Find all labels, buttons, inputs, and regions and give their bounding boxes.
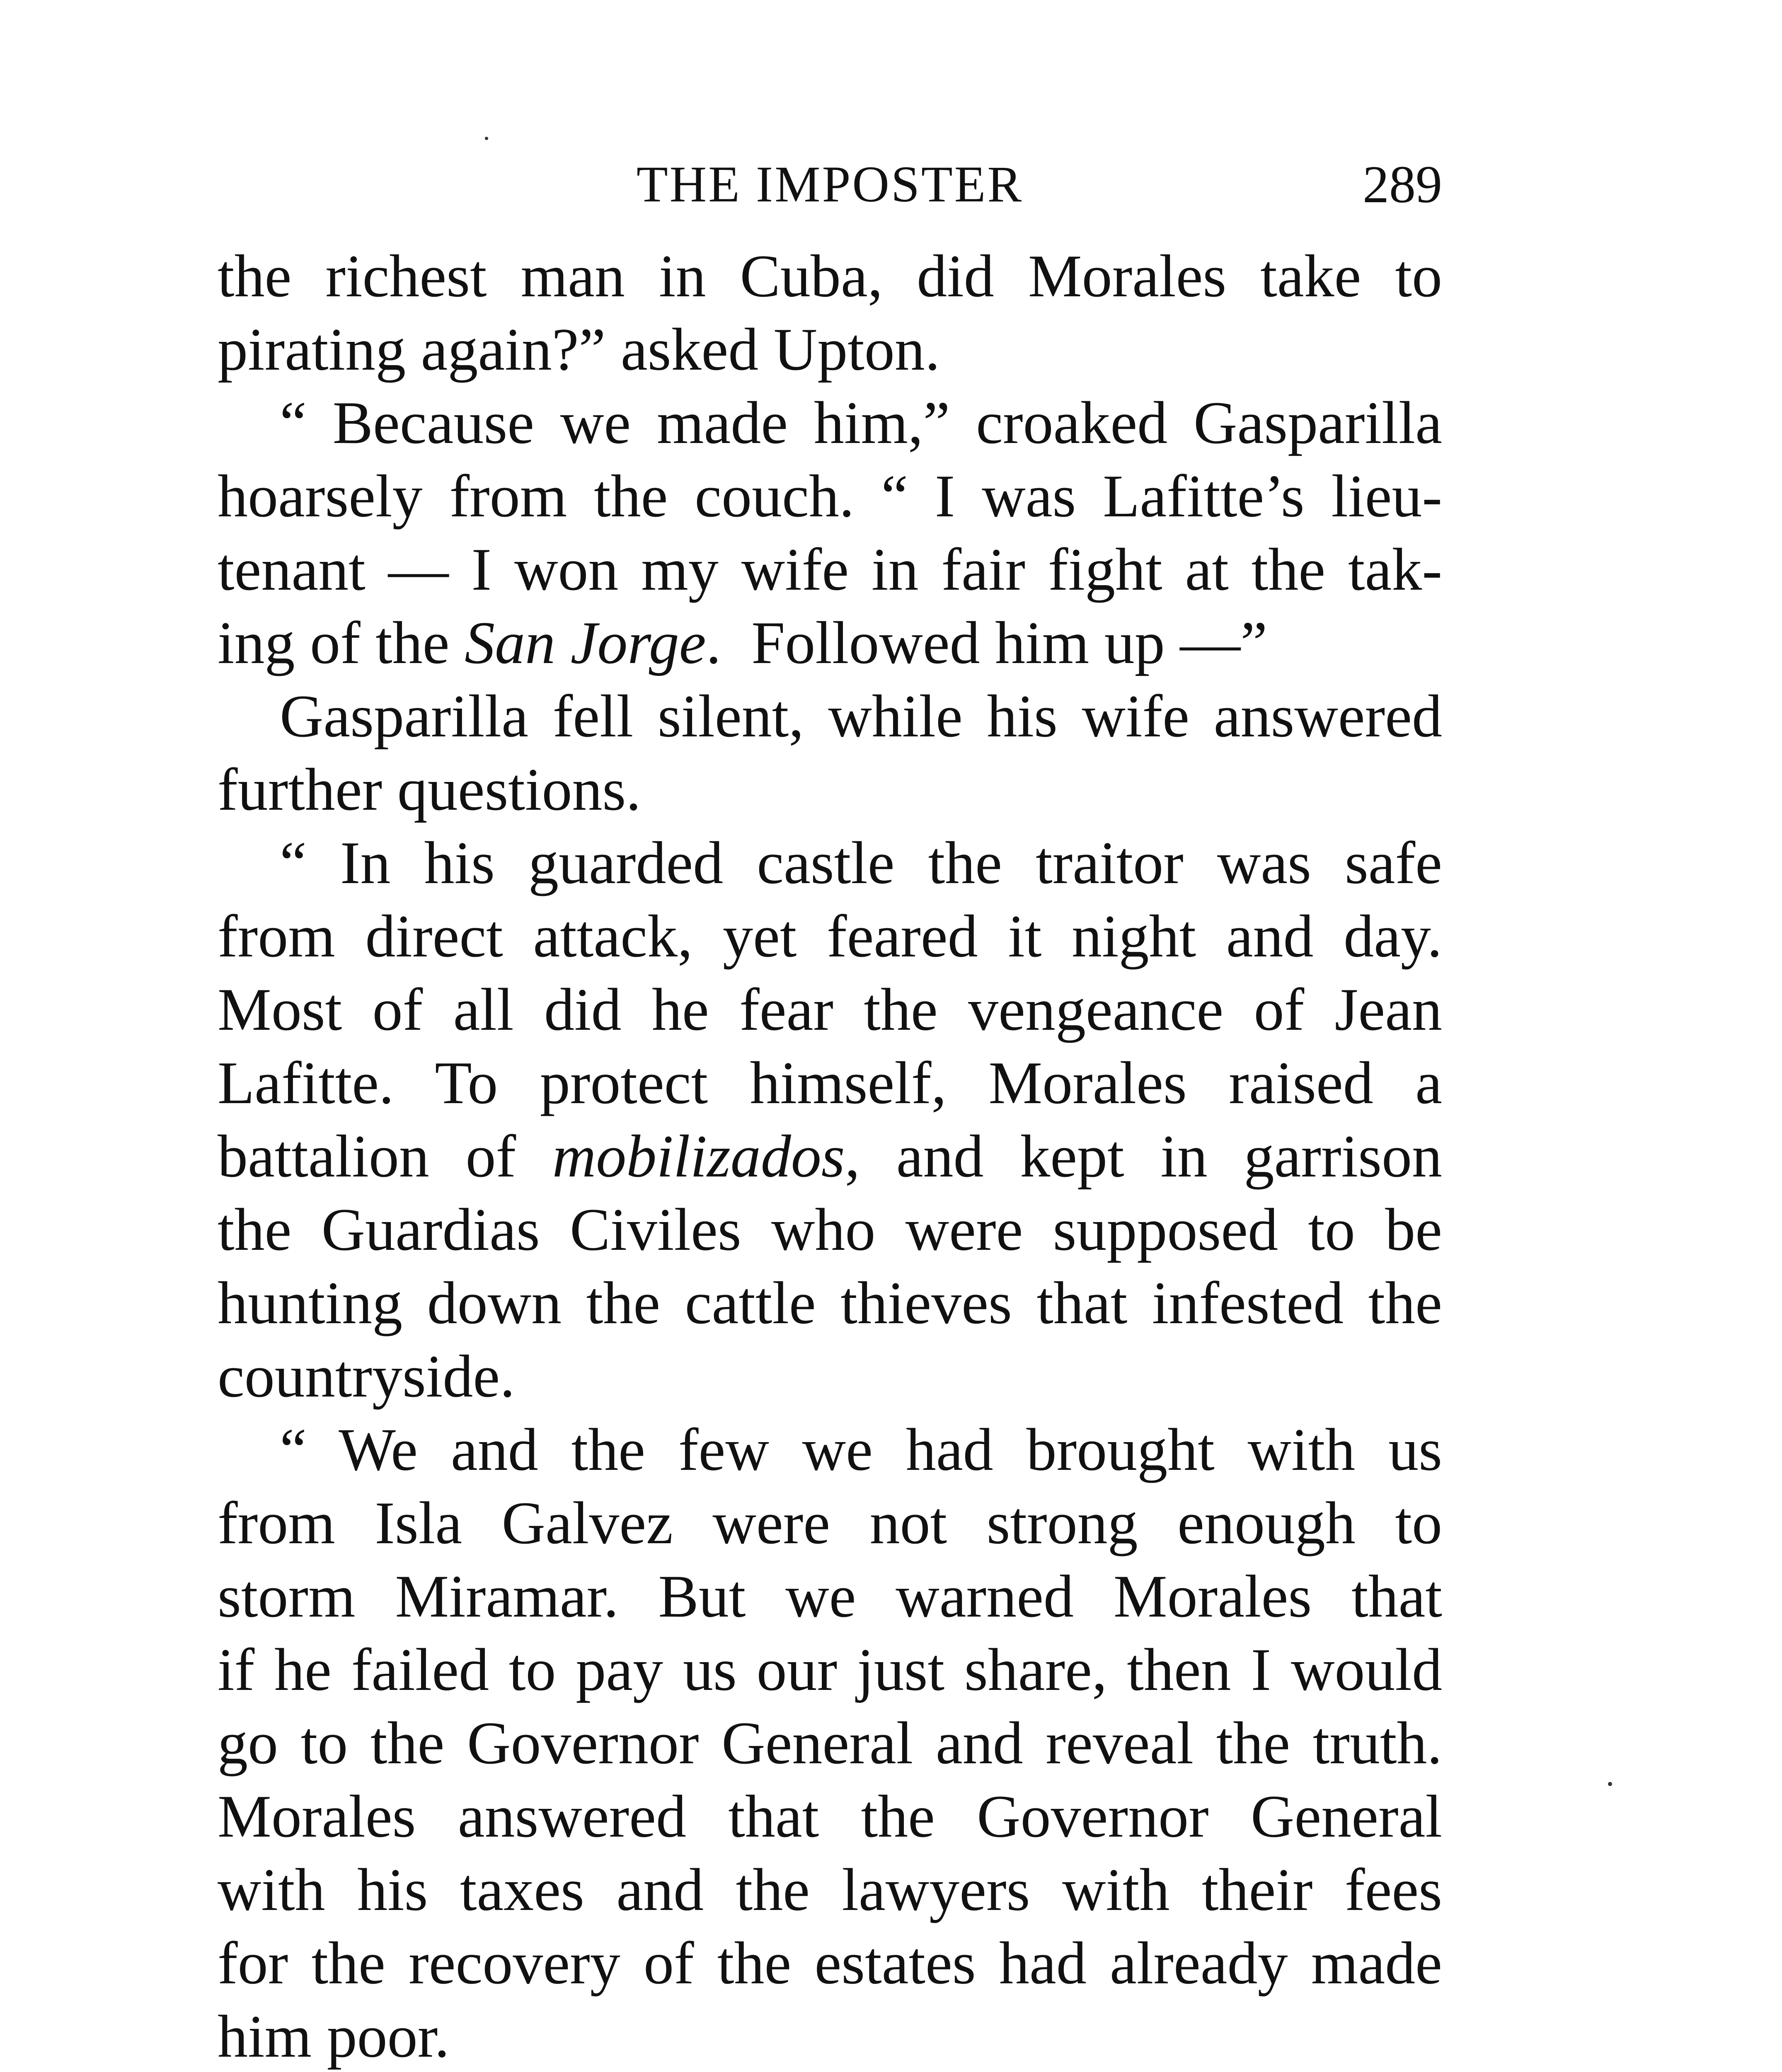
text-line: the richest man in Cuba, did Morales take to: [218, 242, 1442, 310]
text-line: him poor.: [218, 2003, 450, 2070]
text-line: with his taxes and the lawyers with their fees: [218, 1856, 1442, 1923]
text-line: storm Miramar. But we warned Morales that: [218, 1563, 1442, 1630]
text-line: Lafitte. To protect himself, Morales raised a: [218, 1049, 1442, 1116]
text-line: for the recovery of the estates had already made: [218, 1929, 1442, 1997]
text-line: “ In his guarded castle the traitor was safe: [280, 829, 1442, 896]
text-line: go to the Governor General and reveal the truth.: [218, 1709, 1442, 1777]
text-line: “ We and the few we had brought with us: [280, 1416, 1442, 1483]
text-line: hoarsely from the couch. “ I was Lafitte’s lieu-: [218, 462, 1442, 530]
text-line: Morales answered that the Governor General: [218, 1783, 1442, 1850]
text-line: hunting down the cattle thieves that infested the: [218, 1269, 1442, 1336]
text-fragment: . Followed him up —”: [706, 609, 1268, 676]
print-speck: [485, 137, 488, 140]
text-line: countryside.: [218, 1343, 515, 1410]
body-text: [218, 240, 1442, 2072]
text-line: further questions.: [218, 756, 641, 823]
text-fragment: , and kept in garrison: [845, 1123, 1442, 1190]
text-line: tenant — I won my wife in fair fight at the tak-: [218, 536, 1442, 603]
text-fragment: ing of the: [218, 609, 465, 676]
text-line: from Isla Galvez were not strong enough to: [218, 1489, 1442, 1556]
running-header: [218, 149, 1442, 220]
text-line: [218, 606, 1442, 680]
print-speck: [1608, 1782, 1612, 1786]
term-italic: mobilizados: [552, 1123, 845, 1190]
text-line: [218, 1120, 1442, 1193]
running-title: THE IMPOSTER: [636, 156, 1024, 213]
text-line: from direct attack, yet feared it night and day.: [218, 903, 1442, 970]
text-fragment: battalion of: [218, 1123, 552, 1190]
text-line: pirating again?” asked Upton.: [218, 316, 940, 383]
text-line: Most of all did he fear the vengeance of Jean: [218, 976, 1442, 1043]
page-number: 289: [1363, 155, 1442, 214]
text-line: the Guardias Civiles who were supposed to be: [218, 1196, 1442, 1263]
text-line: “ Because we made him,” croaked Gasparilla: [280, 389, 1442, 456]
text-line: Gasparilla fell silent, while his wife answered: [280, 683, 1442, 750]
text-line: if he failed to pay us our just share, then I would: [218, 1636, 1442, 1703]
ship-name: San Jorge: [465, 609, 706, 676]
